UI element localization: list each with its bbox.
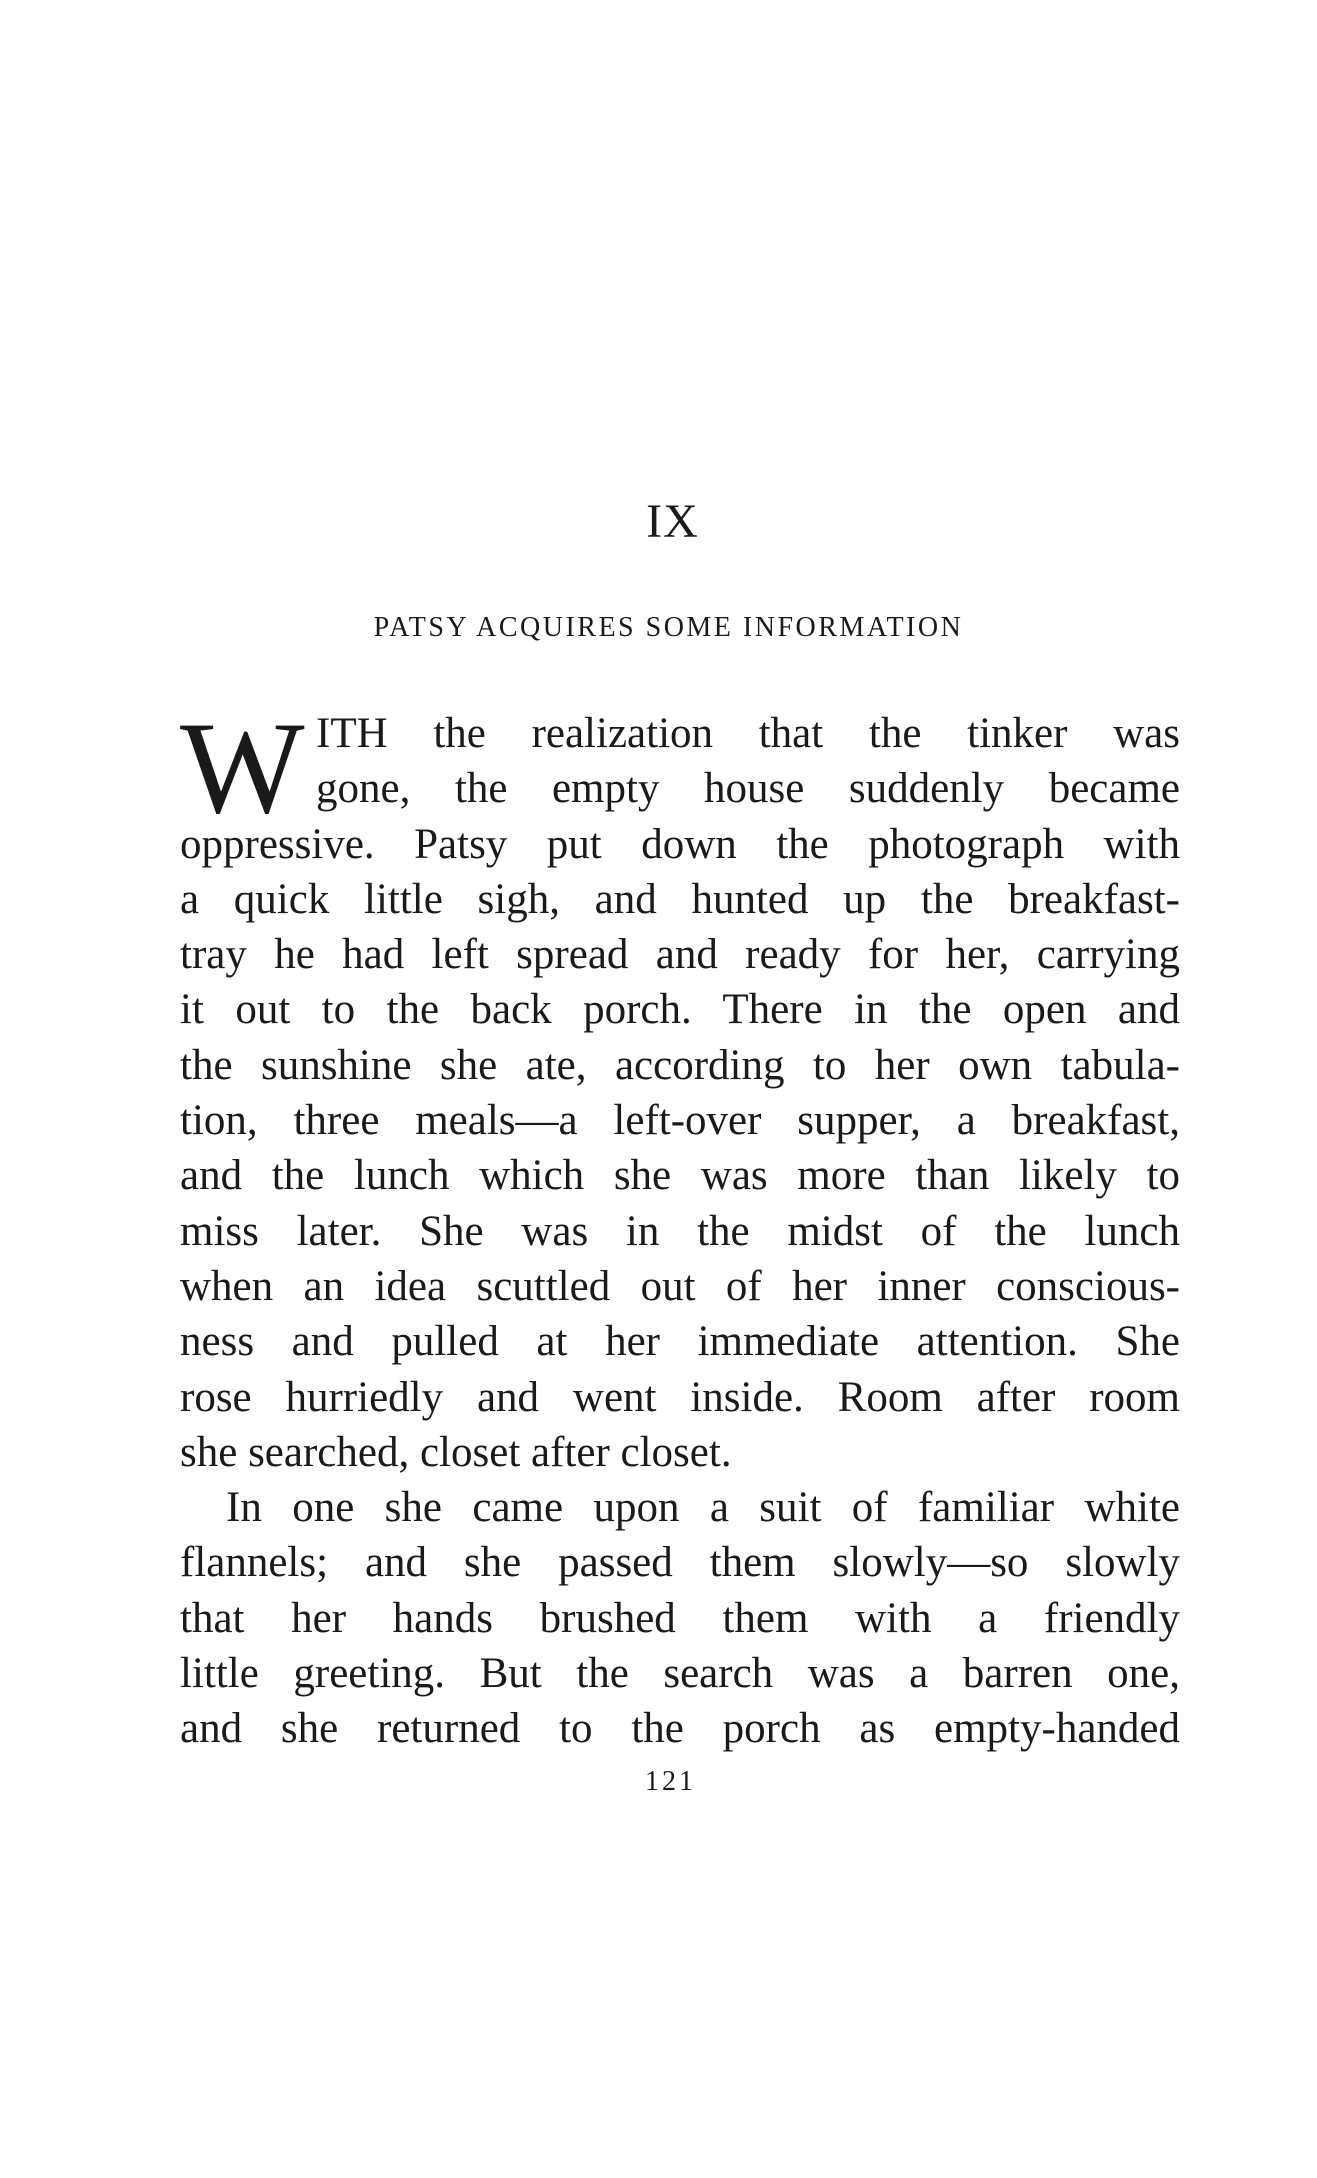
text-line: she searched, closet after closet.	[180, 1428, 732, 1476]
text-line: ITH the realization that the tinker was	[316, 710, 1180, 757]
page-number: 121	[645, 1766, 696, 1797]
chapter-title: PATSY ACQUIRES SOME INFORMATION	[373, 612, 964, 643]
text-line: In one she came upon a suit of familiar white	[226, 1484, 1180, 1532]
text-line: ness and pulled at her immediate attention. She	[180, 1318, 1180, 1366]
text-line: tion, three meals—a left-over supper, a breakfast,	[180, 1097, 1180, 1145]
text-line: miss later. She was in the midst of the lunch	[180, 1207, 1180, 1255]
text-line: a quick little sigh, and hunted up the breakfast-	[180, 875, 1180, 923]
text-line: oppressive. Patsy put down the photograph with	[180, 820, 1180, 868]
text-line: little greeting. But the search was a barren one,	[180, 1650, 1180, 1698]
text-line: the sunshine she ate, according to her own tabula-	[180, 1041, 1180, 1089]
chapter-number: IX	[646, 495, 699, 548]
body-text	[180, 706, 1180, 1757]
text-line: and she returned to the porch as empty-handed	[180, 1705, 1180, 1753]
text-line: tray he had left spread and ready for her, carrying	[180, 931, 1180, 979]
drop-cap: W	[180, 694, 305, 841]
text-line: flannels; and she passed them slowly—so slowly	[180, 1539, 1180, 1587]
text-line: rose hurriedly and went inside. Room after room	[180, 1373, 1180, 1421]
text-line: that her hands brushed them with a friendly	[180, 1594, 1180, 1642]
text-line: gone, the empty house suddenly became	[316, 765, 1180, 813]
text-line: when an idea scuttled out of her inner conscious-	[180, 1262, 1180, 1310]
text-line: and the lunch which she was more than likely to	[180, 1152, 1180, 1200]
text-line: it out to the back porch. There in the open and	[180, 986, 1180, 1034]
